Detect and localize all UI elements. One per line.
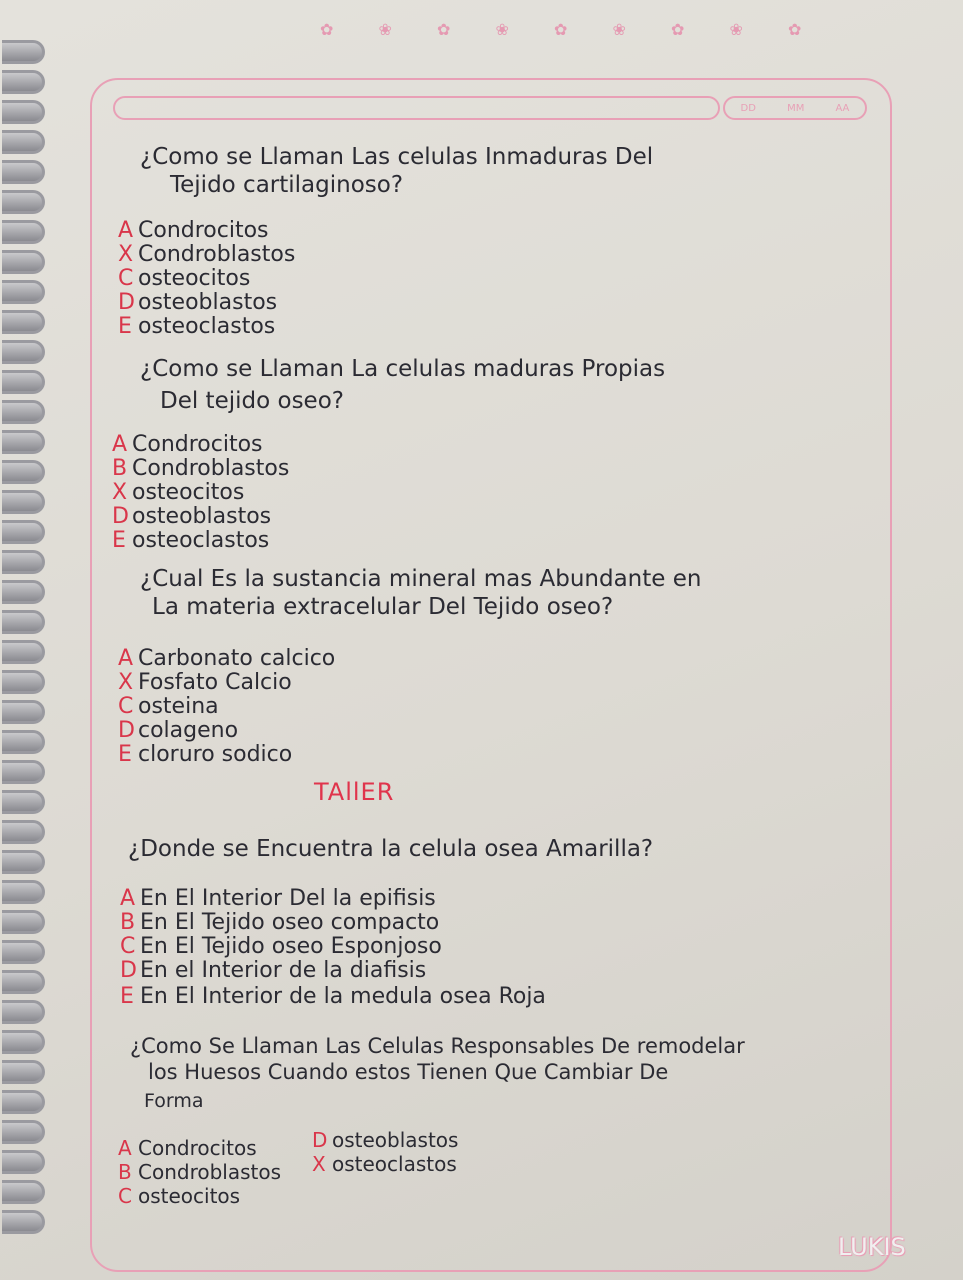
option-letter: A [118, 1136, 132, 1160]
q1-option-b [118, 242, 295, 267]
spiral-coil [2, 460, 45, 484]
option-text: Condroblastos [132, 456, 290, 481]
option-text: En El Interior Del la epifisis [140, 886, 436, 911]
spiral-coil [2, 1120, 45, 1144]
spiral-coil [2, 340, 45, 364]
q4-option-d [120, 958, 426, 983]
q1-line-2: Tejido cartilaginoso? [170, 172, 404, 198]
option-letter: E [112, 528, 126, 553]
option-text: Condrocitos [132, 432, 263, 457]
option-letter: D [120, 958, 137, 983]
spiral-coil [2, 850, 45, 874]
q1-option-c [118, 266, 250, 291]
option-text: En el Interior de la diafisis [140, 958, 427, 983]
taller-title: TAllER [314, 778, 395, 806]
q2-option-c [112, 480, 244, 505]
option-text: osteina [138, 694, 219, 719]
spiral-coil [2, 1150, 45, 1174]
option-letter: E [120, 984, 134, 1009]
option-text: osteoblastos [332, 1128, 459, 1152]
q5-option-a [118, 1136, 257, 1160]
q5-option-e [312, 1152, 457, 1176]
option-letter: B [112, 456, 128, 481]
option-text: En El Tejido oseo Esponjoso [140, 934, 442, 959]
date-day: DD [740, 102, 756, 114]
date-box [723, 96, 867, 120]
q3-line-1: ¿Cual Es la sustancia mineral mas Abundante en [140, 566, 702, 592]
q4-option-e [120, 984, 546, 1009]
option-letter: B [118, 1160, 132, 1184]
option-letter: E [118, 314, 132, 339]
option-text: colageno [138, 718, 239, 743]
option-letter: A [112, 432, 128, 457]
option-text: osteoclastos [132, 528, 270, 553]
flower-doodles: ✿ ❀ ✿ ❀ ✿ ❀ ✿ ❀ ✿ [320, 20, 822, 39]
option-text: Condrocitos [138, 218, 269, 243]
option-letter: C [118, 266, 134, 291]
q2-line-1: ¿Como se Llaman La celulas maduras Propias [140, 356, 666, 382]
header-bar [113, 96, 720, 120]
q1-line-1: ¿Como se Llaman Las celulas Inmaduras Del [140, 144, 654, 170]
q1-option-d [118, 290, 277, 315]
q1-option-a [118, 218, 269, 243]
option-text: Condroblastos [138, 1160, 282, 1184]
q2-option-e [112, 528, 269, 553]
spiral-coil [2, 880, 45, 904]
spiral-coil [2, 1090, 45, 1114]
date-year: AA [835, 102, 850, 114]
option-text: osteoblastos [132, 504, 272, 529]
option-letter: C [120, 934, 136, 959]
spiral-coil [2, 910, 45, 934]
option-letter: B [120, 910, 136, 935]
option-text: osteoclastos [138, 314, 276, 339]
option-letter: D [112, 504, 129, 529]
spiral-coil [2, 1180, 45, 1204]
option-text: osteocitos [138, 266, 251, 291]
q4-option-a [120, 886, 436, 911]
q2-line-2: Del tejido oseo? [160, 388, 344, 414]
q4-line-1: ¿Donde se Encuentra la celula osea Amarilla? [128, 836, 654, 862]
option-letter: X [112, 480, 128, 505]
spiral-coil [2, 1030, 45, 1054]
spiral-coil [2, 220, 45, 244]
spiral-coil [2, 580, 45, 604]
spiral-coil [2, 190, 45, 214]
date-month: MM [787, 102, 805, 114]
spiral-coil [2, 940, 45, 964]
spiral-coil [2, 100, 45, 124]
q3-option-c [118, 694, 219, 719]
option-text: Condrocitos [138, 1136, 257, 1160]
spiral-coil [2, 610, 45, 634]
brand-logo: LUKIS [838, 1233, 906, 1261]
spiral-coil [2, 1000, 45, 1024]
spiral-coil [2, 790, 45, 814]
option-text: osteoclastos [332, 1152, 457, 1176]
option-text: Fosfato Calcio [138, 670, 292, 695]
option-letter: A [118, 646, 134, 671]
option-letter: A [120, 886, 136, 911]
option-text: Carbonato calcico [138, 646, 336, 671]
q3-option-b [118, 670, 292, 695]
spiral-binding [0, 40, 48, 1280]
q3-option-d [118, 718, 238, 743]
spiral-coil [2, 400, 45, 424]
spiral-coil [2, 520, 45, 544]
q2-option-d [112, 504, 271, 529]
spiral-coil [2, 640, 45, 664]
q5-line-1: ¿Como Se Llaman Las Celulas Responsables De remodelar [130, 1034, 745, 1058]
option-text: En El Interior de la medula osea Roja [140, 984, 546, 1009]
q5-line-3: Forma [144, 1090, 204, 1112]
spiral-coil [2, 1210, 45, 1234]
option-letter: X [118, 670, 134, 695]
q1-option-e [118, 314, 275, 339]
option-letter: X [118, 242, 134, 267]
spiral-coil [2, 730, 45, 754]
option-letter: D [118, 290, 135, 315]
spiral-coil [2, 280, 45, 304]
q4-option-c [120, 934, 442, 959]
option-letter: C [118, 1184, 132, 1208]
spiral-coil [2, 70, 45, 94]
option-text: osteocitos [132, 480, 245, 505]
option-text: osteoblastos [138, 290, 278, 315]
q2-option-a [112, 432, 263, 457]
spiral-coil [2, 370, 45, 394]
option-text: osteocitos [138, 1184, 241, 1208]
spiral-coil [2, 970, 45, 994]
option-letter: D [118, 718, 135, 743]
q3-option-e [118, 742, 292, 767]
option-letter: A [118, 218, 134, 243]
spiral-coil [2, 430, 45, 454]
spiral-coil [2, 550, 45, 574]
option-text: Condroblastos [138, 242, 296, 267]
option-text: En El Tejido oseo compacto [140, 910, 440, 935]
q5-option-c [118, 1184, 240, 1208]
spiral-coil [2, 670, 45, 694]
q3-line-2: La materia extracelular Del Tejido oseo? [152, 594, 614, 620]
option-letter: D [312, 1128, 328, 1152]
spiral-coil [2, 160, 45, 184]
spiral-coil [2, 820, 45, 844]
spiral-coil [2, 40, 45, 64]
spiral-coil [2, 760, 45, 784]
q4-option-b [120, 910, 439, 935]
option-text: cloruro sodico [138, 742, 293, 767]
q2-option-b [112, 456, 289, 481]
spiral-coil [2, 310, 45, 334]
spiral-coil [2, 700, 45, 724]
q5-line-2: los Huesos Cuando estos Tienen Que Cambiar De [148, 1060, 669, 1084]
option-letter: C [118, 694, 134, 719]
q3-option-a [118, 646, 335, 671]
spiral-coil [2, 490, 45, 514]
spiral-coil [2, 130, 45, 154]
spiral-coil [2, 1060, 45, 1084]
q5-option-d [312, 1128, 458, 1152]
q5-option-b [118, 1160, 281, 1184]
option-letter: X [312, 1152, 326, 1176]
spiral-coil [2, 250, 45, 274]
option-letter: E [118, 742, 132, 767]
